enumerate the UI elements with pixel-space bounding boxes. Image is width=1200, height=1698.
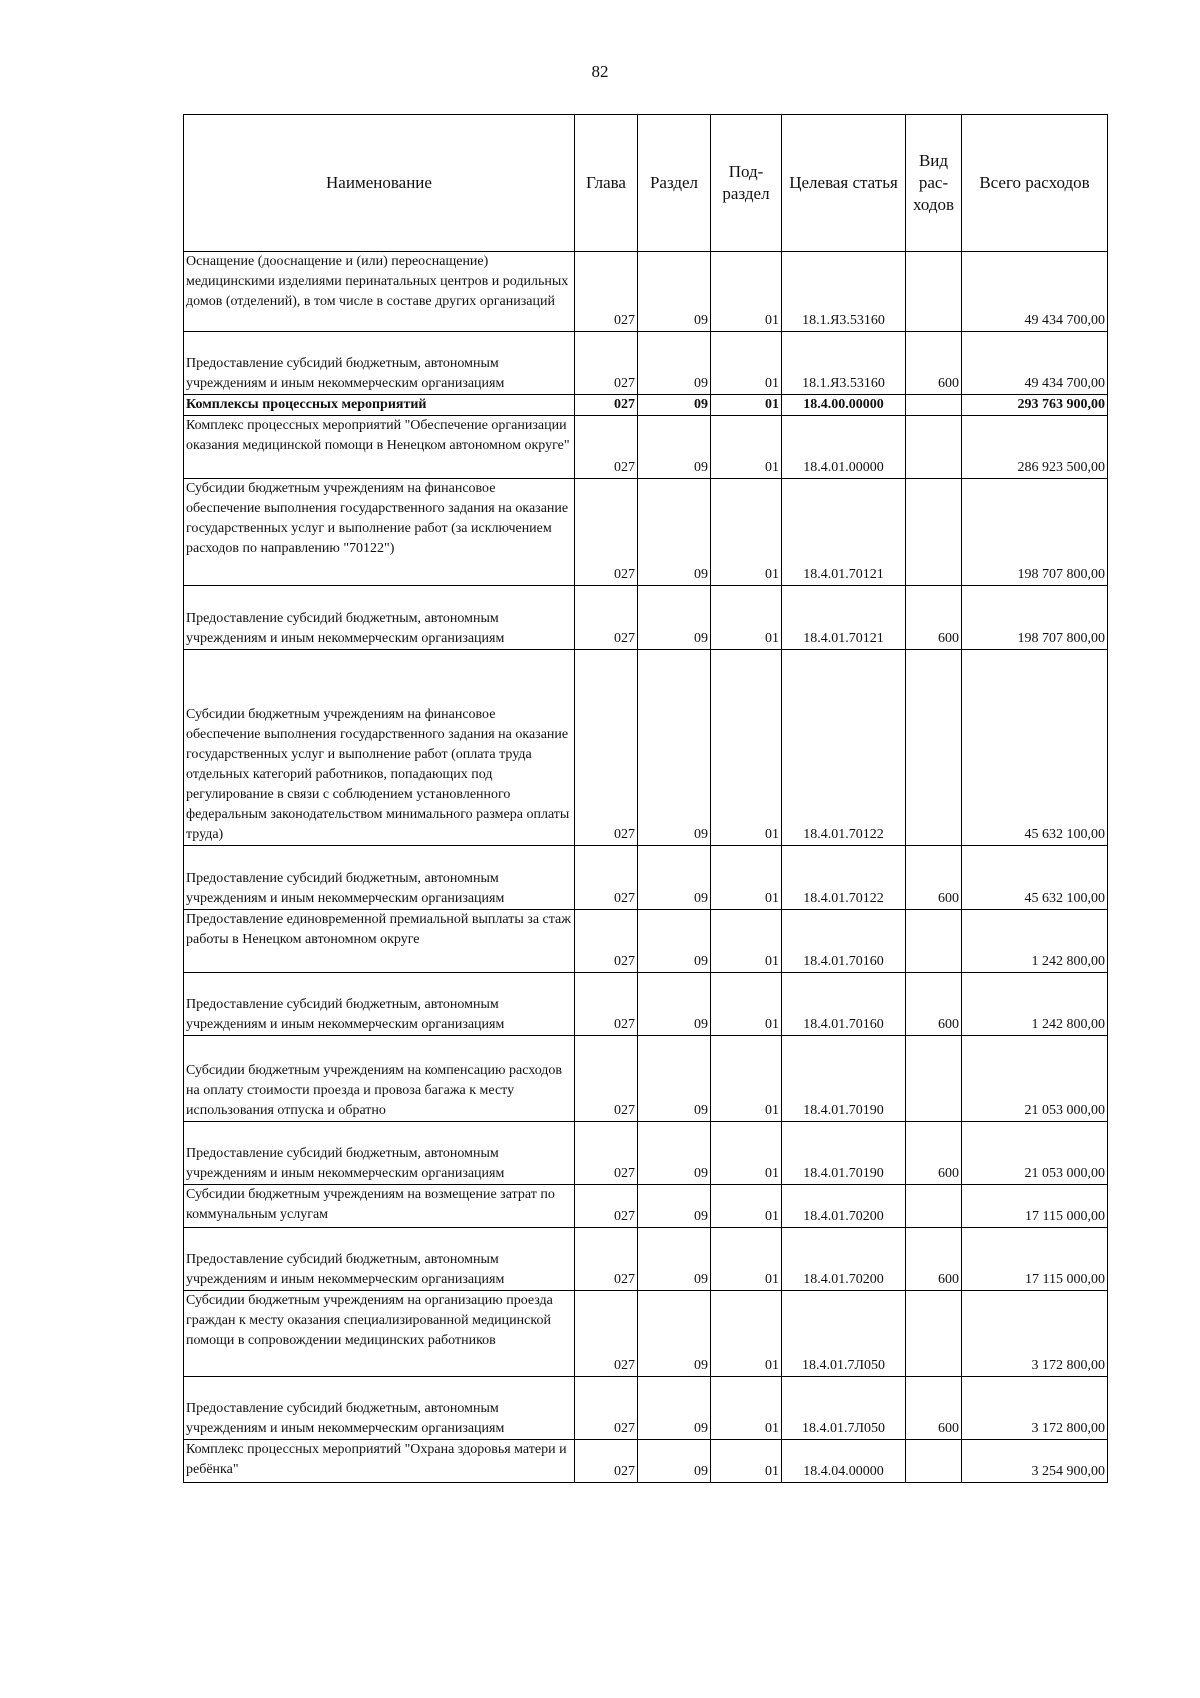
row-glava: 027 [575,1185,638,1228]
row-celevaya: 18.4.01.70121 [782,479,906,586]
header-total: Всего расходов [962,115,1108,252]
row-vid: 600 [906,1377,962,1440]
row-celevaya: 18.4.01.70160 [782,973,906,1036]
row-razdel: 09 [638,252,711,332]
row-total: 198 707 800,00 [962,479,1108,586]
table-row [184,1291,1108,1377]
row-total: 49 434 700,00 [962,252,1108,332]
row-name: Предоставление субсидий бюджетным, автономным учреждениям и иным некоммерческим организациям [184,1228,575,1291]
row-celevaya: 18.1.Я3.53160 [782,252,906,332]
row-name: Предоставление субсидий бюджетным, автономным учреждениям и иным некоммерческим организациям [184,846,575,910]
row-razdel: 09 [638,1122,711,1185]
row-razdel: 09 [638,1185,711,1228]
table-row [184,395,1108,416]
row-celevaya: 18.4.01.70122 [782,650,906,846]
row-celevaya: 18.4.01.00000 [782,416,906,479]
page-number: 82 [591,62,609,81]
row-total: 49 434 700,00 [962,332,1108,395]
row-vid: 600 [906,332,962,395]
row-razdel: 09 [638,846,711,910]
table-row [184,1440,1108,1483]
row-podrazdel: 01 [711,332,782,395]
row-glava: 027 [575,586,638,650]
row-total: 1 242 800,00 [962,973,1108,1036]
row-celevaya: 18.4.01.70190 [782,1036,906,1122]
row-podrazdel: 01 [711,252,782,332]
row-celevaya: 18.4.01.70122 [782,846,906,910]
row-glava: 027 [575,1377,638,1440]
row-podrazdel: 01 [711,395,782,416]
header-glava: Глава [575,115,638,252]
row-name: Предоставление субсидий бюджетным, автономным учреждениям и иным некоммерческим организациям [184,1377,575,1440]
row-glava: 027 [575,1036,638,1122]
row-razdel: 09 [638,650,711,846]
row-name: Субсидии бюджетным учреждениям на компенсацию расходов на оплату стоимости проезда и провоза багажа к месту использования отпуска и обратно [184,1036,575,1122]
row-vid [906,650,962,846]
row-vid [906,416,962,479]
row-total: 293 763 900,00 [962,395,1108,416]
header-razdel: Раздел [638,115,711,252]
row-celevaya: 18.4.04.00000 [782,1440,906,1483]
table-row [184,973,1108,1036]
row-glava: 027 [575,650,638,846]
row-name: Предоставление субсидий бюджетным, автономным учреждениям и иным некоммерческим организациям [184,586,575,650]
row-vid [906,1440,962,1483]
row-total: 286 923 500,00 [962,416,1108,479]
row-podrazdel: 01 [711,973,782,1036]
row-vid [906,395,962,416]
row-celevaya: 18.4.01.70200 [782,1228,906,1291]
row-name: Комплекс процессных мероприятий "Охрана здоровья матери и ребёнка" [184,1440,575,1483]
budget-table [183,114,1108,1483]
row-total: 21 053 000,00 [962,1036,1108,1122]
header-podrazdel: Под-раздел [711,115,782,252]
row-podrazdel: 01 [711,910,782,973]
row-razdel: 09 [638,586,711,650]
table-row [184,586,1108,650]
row-vid: 600 [906,586,962,650]
table-row [184,846,1108,910]
row-podrazdel: 01 [711,650,782,846]
row-total: 3 172 800,00 [962,1291,1108,1377]
row-name: Комплекс процессных мероприятий "Обеспечение организации оказания медицинской помощи в Ненецком автономном округе" [184,416,575,479]
table-row [184,1122,1108,1185]
row-glava: 027 [575,252,638,332]
row-podrazdel: 01 [711,1228,782,1291]
table-row [184,1036,1108,1122]
row-total: 198 707 800,00 [962,586,1108,650]
row-podrazdel: 01 [711,586,782,650]
row-vid: 600 [906,973,962,1036]
row-podrazdel: 01 [711,1122,782,1185]
table-row [184,1185,1108,1228]
row-razdel: 09 [638,1291,711,1377]
table-row [184,1377,1108,1440]
row-glava: 027 [575,416,638,479]
row-name: Оснащение (дооснащение и (или) переоснащение) медицинскими изделиями перинатальных центров и родильных домов (отделений), в том числе в составе других организаций [184,252,575,332]
row-podrazdel: 01 [711,846,782,910]
row-name: Предоставление субсидий бюджетным, автономным учреждениям и иным некоммерческим организациям [184,332,575,395]
row-celevaya: 18.4.01.70160 [782,910,906,973]
row-razdel: 09 [638,479,711,586]
row-total: 1 242 800,00 [962,910,1108,973]
row-glava: 027 [575,1122,638,1185]
row-glava: 027 [575,910,638,973]
row-name: Предоставление единовременной премиальной выплаты за стаж работы в Ненецком автономном округе [184,910,575,973]
row-celevaya: 18.4.01.70190 [782,1122,906,1185]
row-name: Субсидии бюджетным учреждениям на возмещение затрат по коммунальным услугам [184,1185,575,1228]
row-vid [906,1036,962,1122]
row-razdel: 09 [638,1228,711,1291]
table-row [184,416,1108,479]
row-glava: 027 [575,1440,638,1483]
row-podrazdel: 01 [711,479,782,586]
table-row [184,252,1108,332]
row-glava: 027 [575,973,638,1036]
table-row [184,332,1108,395]
row-name: Предоставление субсидий бюджетным, автономным учреждениям и иным некоммерческим организациям [184,1122,575,1185]
row-vid [906,1291,962,1377]
row-name: Предоставление субсидий бюджетным, автономным учреждениям и иным некоммерческим организациям [184,973,575,1036]
row-glava: 027 [575,332,638,395]
row-podrazdel: 01 [711,1291,782,1377]
header-row [184,115,1108,252]
row-total: 45 632 100,00 [962,650,1108,846]
row-razdel: 09 [638,1036,711,1122]
row-razdel: 09 [638,1377,711,1440]
table-row [184,1228,1108,1291]
row-celevaya: 18.4.01.7Л050 [782,1291,906,1377]
row-total: 3 254 900,00 [962,1440,1108,1483]
row-vid [906,252,962,332]
row-razdel: 09 [638,1440,711,1483]
header-vid: Вид рас-ходов [906,115,962,252]
row-celevaya: 18.4.01.7Л050 [782,1377,906,1440]
row-vid: 600 [906,1122,962,1185]
row-vid [906,1185,962,1228]
row-podrazdel: 01 [711,1377,782,1440]
row-total: 17 115 000,00 [962,1185,1108,1228]
row-podrazdel: 01 [711,416,782,479]
row-razdel: 09 [638,416,711,479]
row-podrazdel: 01 [711,1440,782,1483]
row-name: Субсидии бюджетным учреждениям на организацию проезда граждан к месту оказания специализированной медицинской помощи в сопровождении медицинских работников [184,1291,575,1377]
row-podrazdel: 01 [711,1036,782,1122]
table-row [184,479,1108,586]
row-podrazdel: 01 [711,1185,782,1228]
row-total: 21 053 000,00 [962,1122,1108,1185]
row-glava: 027 [575,1291,638,1377]
row-glava: 027 [575,395,638,416]
row-name: Субсидии бюджетным учреждениям на финансовое обеспечение выполнения государственного задания на оказание государственных услуг и выполнение работ (оплата труда отдельных категорий работников, попадающих под регулирование в связи с соблюдением установленного федеральным законодательством минимального размера оплаты труда) [184,650,575,846]
row-name: Субсидии бюджетным учреждениям на финансовое обеспечение выполнения государственного задания на оказание государственных услуг и выполнение работ (за исключением расходов по направлению "70122") [184,479,575,586]
header-celevaya: Целевая статья [782,115,906,252]
table-row [184,650,1108,846]
table-row [184,910,1108,973]
row-total: 45 632 100,00 [962,846,1108,910]
row-glava: 027 [575,479,638,586]
row-celevaya: 18.4.01.70200 [782,1185,906,1228]
row-glava: 027 [575,846,638,910]
row-vid: 600 [906,1228,962,1291]
row-celevaya: 18.4.01.70121 [782,586,906,650]
row-celevaya: 18.4.00.00000 [782,395,906,416]
row-glava: 027 [575,1228,638,1291]
row-total: 3 172 800,00 [962,1377,1108,1440]
row-razdel: 09 [638,332,711,395]
row-vid [906,910,962,973]
row-total: 17 115 000,00 [962,1228,1108,1291]
row-razdel: 09 [638,973,711,1036]
row-razdel: 09 [638,910,711,973]
row-vid [906,479,962,586]
row-vid: 600 [906,846,962,910]
row-celevaya: 18.1.Я3.53160 [782,332,906,395]
row-razdel: 09 [638,395,711,416]
header-name: Наименование [184,115,575,252]
row-name: Комплексы процессных мероприятий [184,395,575,416]
